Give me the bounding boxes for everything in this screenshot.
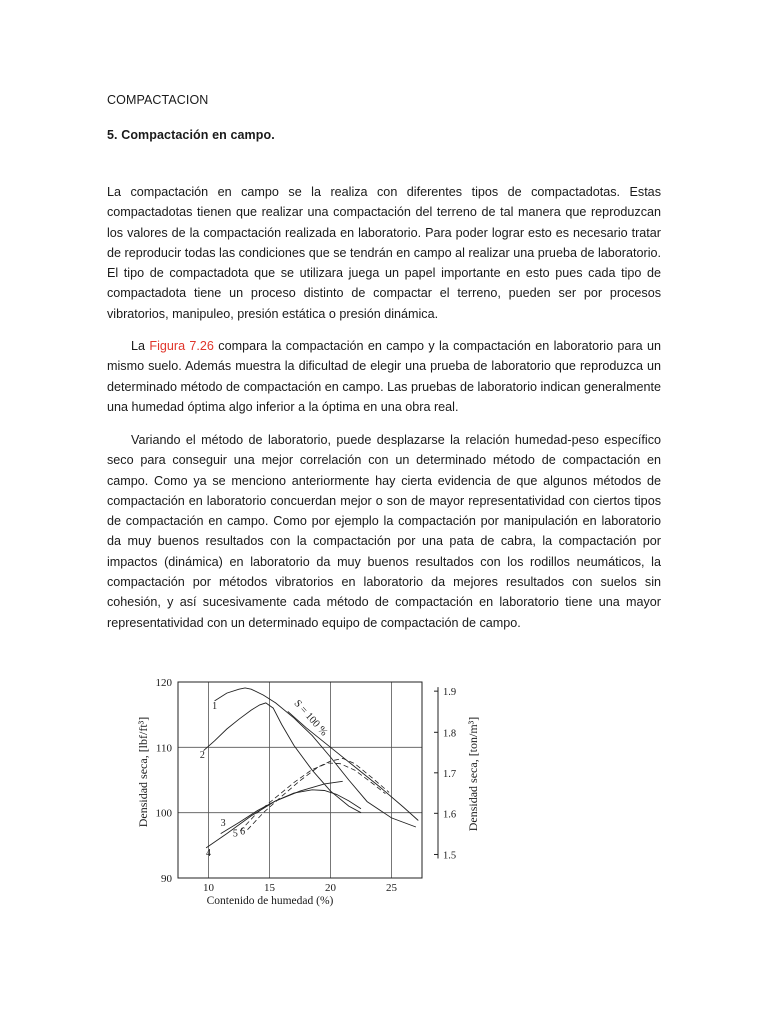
y-tick-label: 90 (161, 873, 172, 885)
x-tick-label: 25 (386, 882, 397, 894)
series-label: 4 (206, 847, 211, 859)
series-line-4 (206, 781, 343, 848)
series-line-1 (215, 688, 416, 827)
y-axis-title-left: Densidad seca, [lbf/ft³] (136, 716, 150, 828)
series-label: 6 (240, 826, 246, 838)
right-y-tick-label: 1.7 (443, 768, 457, 780)
document-title: COMPACTACION (107, 93, 209, 107)
series-line-6 (248, 758, 390, 829)
x-tick-label: 10 (203, 882, 214, 894)
y-tick-label: 120 (155, 677, 172, 689)
paragraph-2 (107, 336, 661, 417)
right-y-tick-label: 1.6 (443, 809, 457, 821)
x-tick-label: 20 (325, 882, 336, 894)
y-tick-label: 110 (155, 742, 172, 755)
paragraph-3: Variando el método de laboratorio, puede desplazarse la relación humedad-peso específico seco para conseguir una mejor correlación con un determinado método de compactación en campo. Como ya se menciono anteriormente hay cierta evidencia de que algunos métodos de compactación en laboratorio concuerdan mejor o son de mayor representatividad con ciertos tipos de compactación en campo. Como por ejemplo la compactación por manipulación en laboratorio da muy buenos resultados con la compactación por una pata de cabra, la compactación por impactos (dinámica) en laboratorio da muy buenos resultados con los rodillos neumáticos, la compactación por métodos vibratorios en laboratorio da mejores resultados con suelos sin cohesión, y así sucesivamente cada método de compactación en laboratorio tiene una mayor representatividad con un determinado equipo de compactación de campo. (107, 433, 661, 630)
section-title: 5. Compactación en campo. (107, 128, 275, 142)
compaction-chart (120, 664, 480, 924)
y-tick-label: 100 (155, 807, 172, 820)
x-axis-title: Contenido de humedad (%) (206, 895, 334, 907)
paragraph-1: La compactación en campo se la realiza con diferentes tipos de compactadotas. Estas compactadotas tienen que realizar una compactación del terreno de tal manera que reproduzcan los valores de la compactación realizada en laboratorio. Para poder lograr esto es necesario tratar de reproducir todas las condiciones que se tendrán en campo al realizar una prueba de laboratorio. El tipo de compactadota que se utilizara juega un papel importante en esto pues cada tipo de compactadota tiene un proceso distinto de compactar el terreno, pueden ser por procesos vibratorios, manipuleo, presión estática o presión dinámica. (107, 185, 661, 321)
right-y-tick-label: 1.9 (443, 687, 457, 699)
paragraph-2-prefix: La (131, 339, 150, 353)
series-label: 5 (232, 828, 238, 840)
series-label: 1 (212, 700, 218, 712)
right-y-tick-label: 1.5 (443, 850, 457, 862)
right-y-tick-label: 1.8 (443, 728, 457, 740)
series-label: 3 (220, 817, 226, 829)
saturation-annotation: S = 100 % (291, 698, 330, 739)
figure-link[interactable]: Figura 7.26 (149, 339, 214, 353)
series-label: 2 (199, 749, 205, 761)
y-axis-title-right: Densidad seca, [ton/m³] (466, 716, 480, 832)
x-tick-label: 15 (264, 882, 275, 894)
paragraph-2-text: compara la compactación en campo y la compactación en laboratorio para un mismo suelo. Además muestra la dificultad de elegir una prueba de laboratorio que reproduzca un determinado método de compactación en campo. Las pruebas de laboratorio indican generalmente una humedad óptima algo inferior a la óptima en una obra real. (107, 339, 661, 414)
